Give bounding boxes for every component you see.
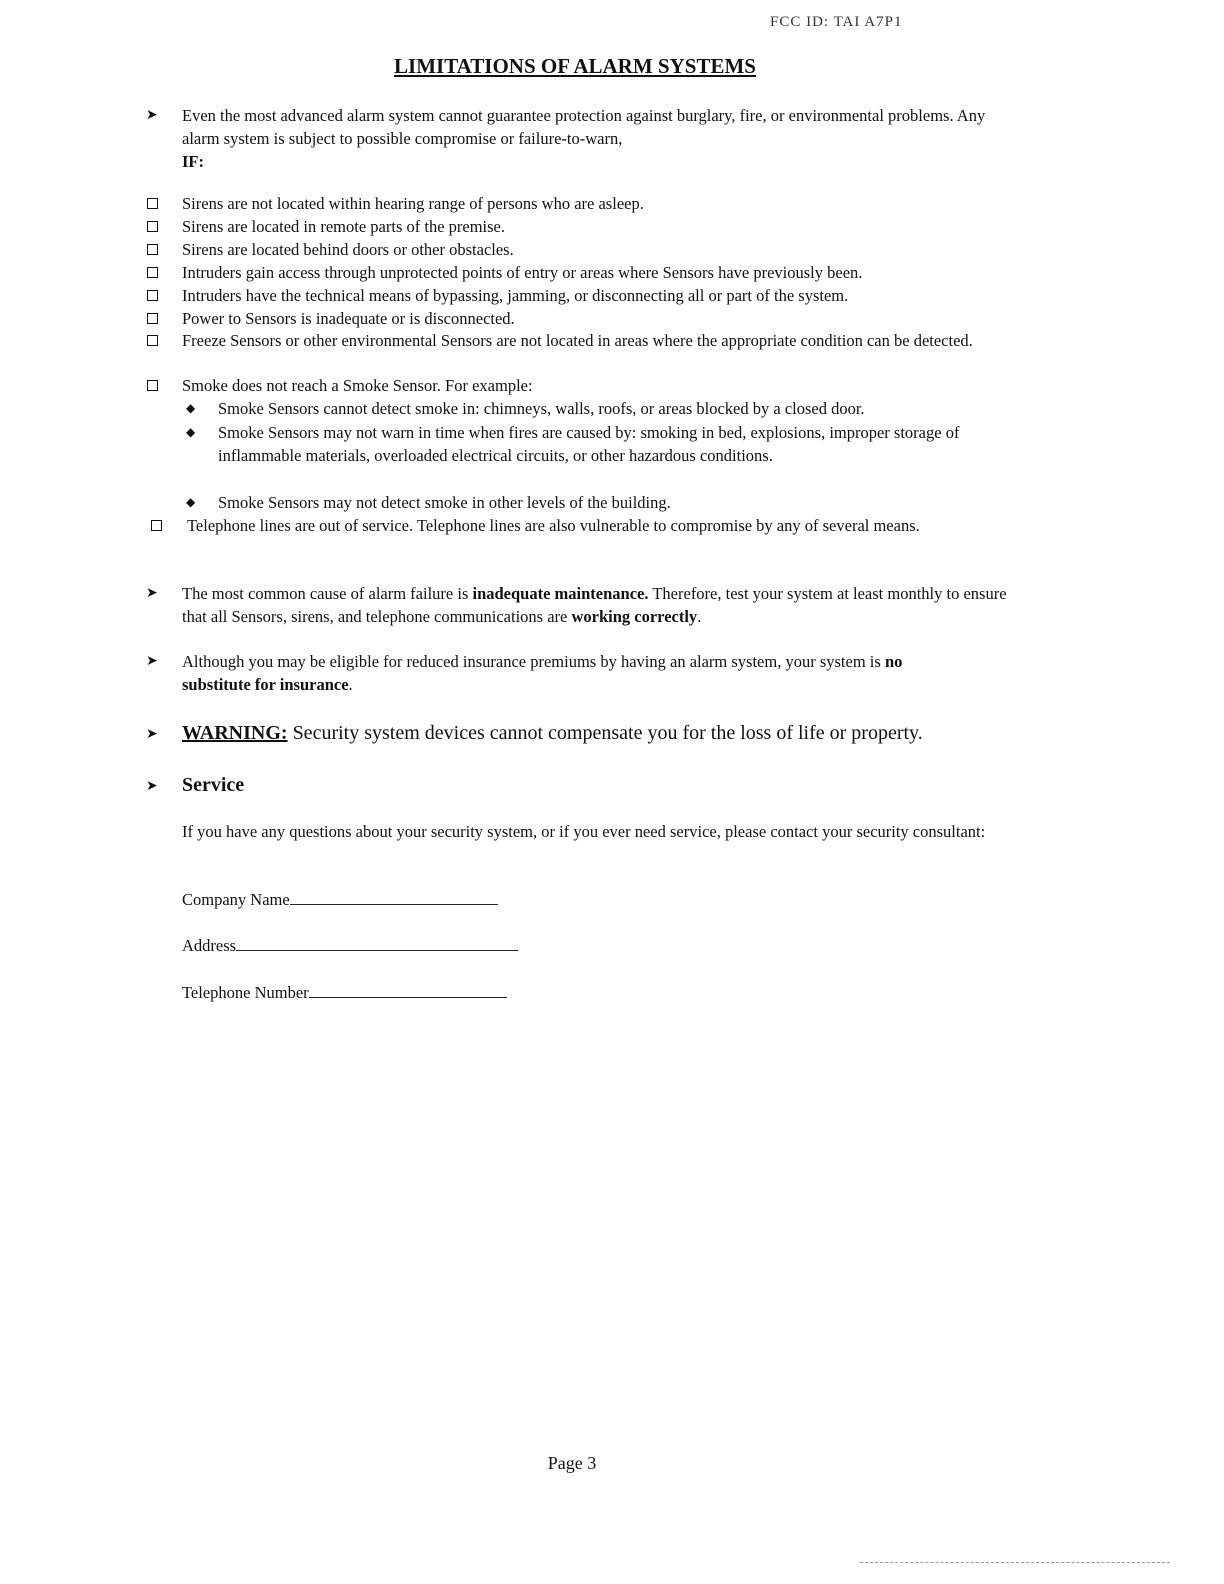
condition-item: Freeze Sensors or other environmental Sensors are not located in areas where the appropriate condition can be detected.	[182, 331, 973, 350]
telephone-number-field[interactable]	[182, 981, 1012, 1004]
checkbox-bullet-icon	[147, 290, 158, 301]
checkbox-bullet-icon	[151, 520, 162, 531]
insurance-emphasis: no substitute for insurance	[182, 652, 903, 694]
arrow-bullet-icon: ➤	[146, 108, 158, 123]
maintenance-emphasis: working correctly	[571, 607, 698, 626]
insurance-paragraph	[182, 650, 972, 696]
smoke-example-item: Smoke Sensors may not warn in time when fires are caused by: smoking in bed, explosions, improper storage of inflammable materials, overloaded electrical circuits, or other hazardous conditions.	[218, 423, 960, 465]
arrow-bullet-icon: ➤	[146, 727, 158, 742]
warning-text: Security system devices cannot compensate you for the loss of life or property.	[287, 722, 923, 744]
telephone-number-blank[interactable]	[309, 983, 507, 998]
diamond-bullet-icon: ◆	[186, 495, 196, 509]
condition-item: Power to Sensors is inadequate or is disconnected.	[182, 309, 515, 328]
maintenance-paragraph	[182, 582, 1012, 628]
company-name-label: Company Name	[182, 890, 290, 909]
smoke-example-item: Smoke Sensors cannot detect smoke in: chimneys, walls, roofs, or areas blocked by a closed door.	[218, 399, 865, 418]
condition-item: Sirens are located in remote parts of the premise.	[182, 217, 506, 236]
checkbox-bullet-icon	[147, 244, 158, 255]
condition-item: Intruders gain access through unprotected points of entry or areas where Sensors have previously been.	[182, 263, 863, 282]
diamond-bullet-icon: ◆	[186, 401, 196, 415]
intro-if-label: IF:	[182, 152, 204, 171]
address-blank[interactable]	[236, 936, 518, 951]
telephone-number-label: Telephone Number	[182, 983, 309, 1002]
maintenance-text: .	[697, 607, 702, 626]
warning-paragraph	[182, 720, 1022, 746]
maintenance-emphasis: inadequate maintenance.	[472, 584, 649, 603]
condition-item: Sirens are not located within hearing range of persons who are asleep.	[182, 194, 644, 213]
checkbox-bullet-icon	[147, 267, 158, 278]
company-name-field[interactable]	[182, 888, 1012, 911]
checkbox-bullet-icon	[147, 335, 158, 346]
telephone-condition: Telephone lines are out of service. Telephone lines are also vulnerable to compromise by any of several means.	[187, 516, 920, 535]
scan-artifact-divider	[860, 1562, 1170, 1563]
checkbox-bullet-icon	[147, 380, 158, 391]
page-number: Page 3	[547, 1453, 597, 1473]
service-heading: Service	[182, 774, 245, 796]
condition-item: Sirens are located behind doors or other obstacles.	[182, 240, 514, 259]
condition-item: Intruders have the technical means of bypassing, jamming, or disconnecting all or part of the system.	[182, 286, 849, 305]
diamond-bullet-icon: ◆	[186, 425, 196, 439]
condition-item: Smoke does not reach a Smoke Sensor. For example:	[182, 376, 533, 395]
arrow-bullet-icon: ➤	[146, 779, 158, 794]
intro-paragraph	[182, 104, 1012, 173]
address-label: Address	[182, 936, 237, 955]
page-title: LIMITATIONS OF ALARM SYSTEMS	[394, 54, 756, 78]
warning-label: WARNING:	[182, 722, 288, 744]
company-name-blank[interactable]	[290, 890, 498, 905]
insurance-text: .	[348, 675, 353, 694]
arrow-bullet-icon: ➤	[146, 586, 158, 601]
checkbox-bullet-icon	[147, 221, 158, 232]
service-text: If you have any questions about your security system, or if you ever need service, please contact your security consultant:	[182, 822, 986, 841]
smoke-example-item: Smoke Sensors may not detect smoke in other levels of the building.	[218, 493, 671, 512]
maintenance-text: Therefore, test your system at least monthly to ensure that all Sensors, sirens, and telephone communications are	[182, 584, 1007, 626]
insurance-text: Although you may be eligible for reduced insurance premiums by having an alarm system, your system is	[182, 652, 885, 671]
arrow-bullet-icon: ➤	[146, 654, 158, 669]
intro-text: Even the most advanced alarm system cannot guarantee protection against burglary, fire, or environmental problems. Any alarm system is subject to possible compromise or failure-to-warn,	[182, 106, 986, 148]
checkbox-bullet-icon	[147, 198, 158, 209]
maintenance-text: The most common cause of alarm failure is	[182, 584, 473, 603]
address-field[interactable]	[182, 934, 1012, 957]
checkbox-bullet-icon	[147, 313, 158, 324]
fcc-id-header: FCC ID: TAI A7P1	[770, 14, 903, 30]
